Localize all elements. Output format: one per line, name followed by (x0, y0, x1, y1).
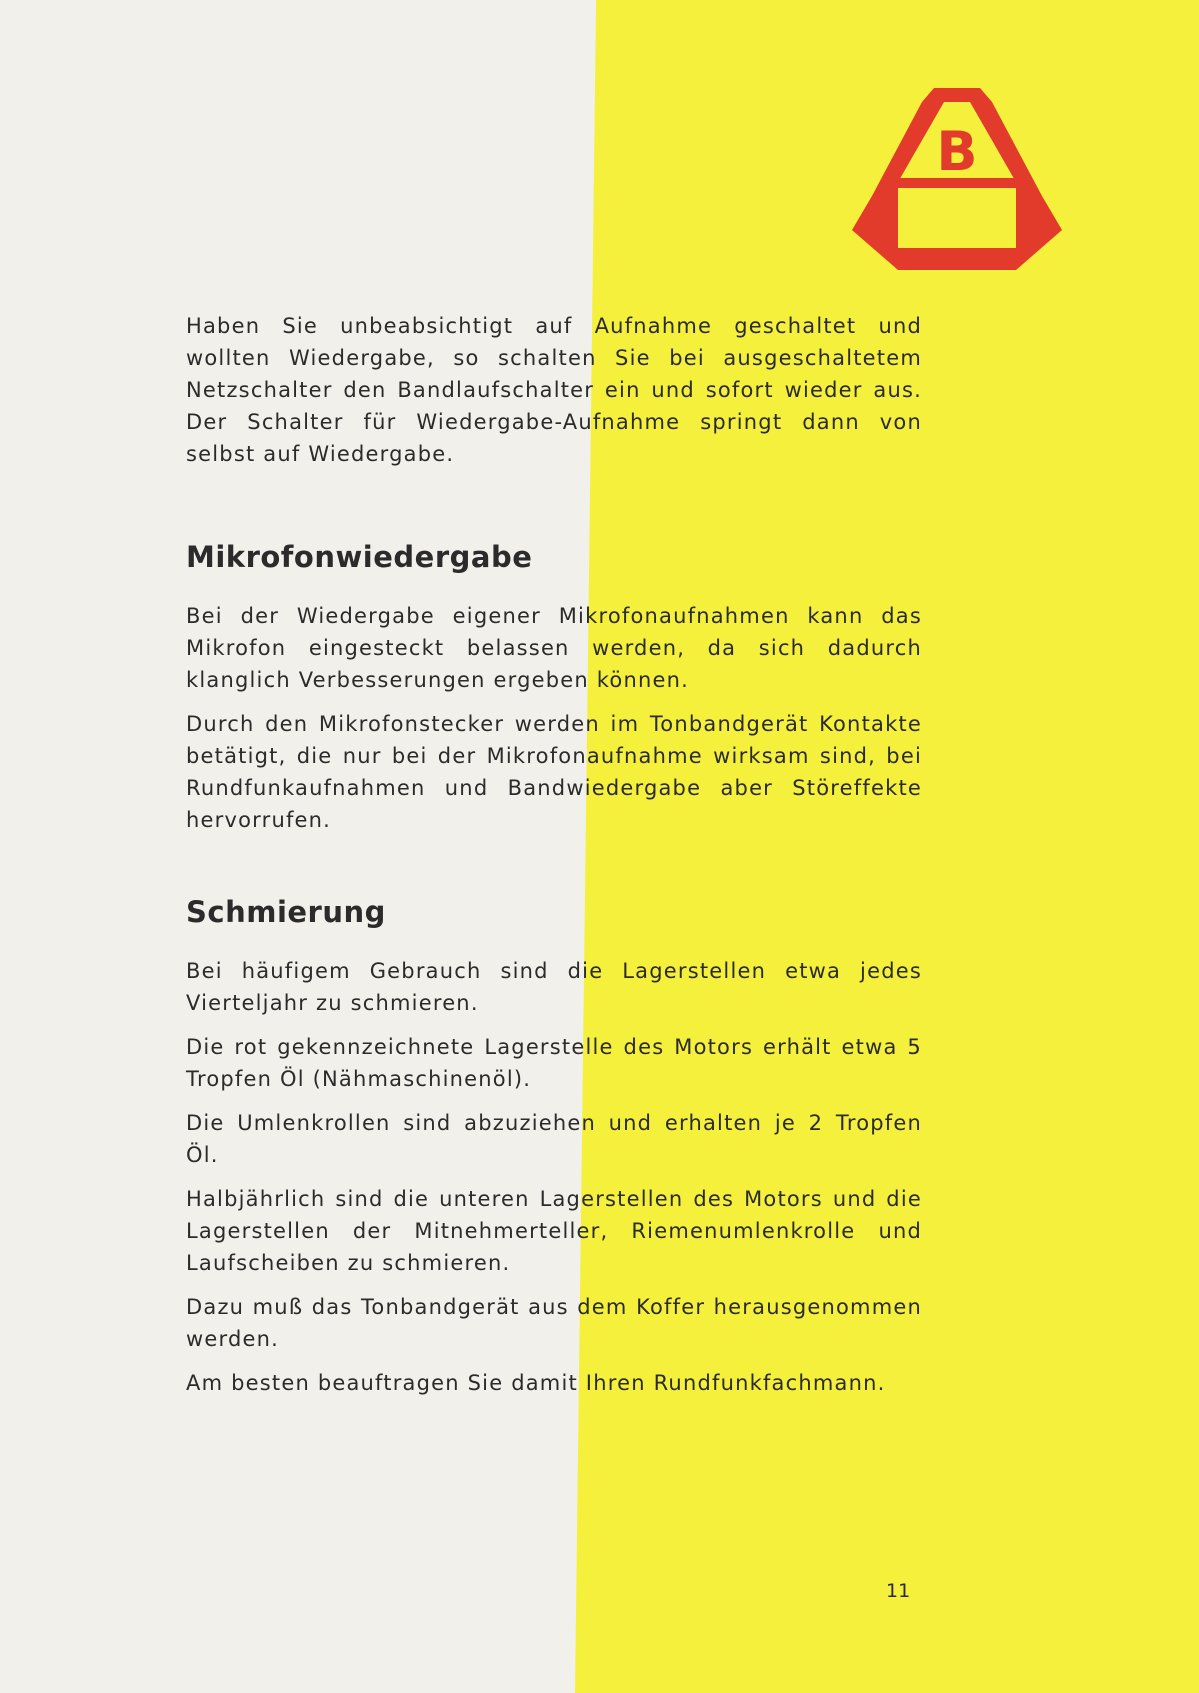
paragraph: Halbjährlich sind die unteren Lagerstellen des Motors und die Lagerstellen der Mitnehmerteller, Riemenumlenkrolle und Laufscheiben zu schmieren. (186, 1187, 922, 1275)
logo-letter-b: B (936, 120, 978, 183)
paragraph: Die rot gekennzeichnete Lagerstelle des Motors erhält etwa 5 Tropfen Öl (Nähmaschinenöl). (186, 1035, 922, 1091)
section-heading-schmierung: Schmierung (186, 895, 386, 929)
bw-logo-icon (852, 88, 1062, 270)
intro-paragraph: Haben Sie unbeabsichtigt auf Aufnahme geschaltet und wollten Wiedergabe, so schalten Sie bei ausgeschaltetem Netzschalter den Bandlaufschalter ein und sofort wieder aus. Der Schalter für Wiedergabe-Aufnahme springt dann von selbst auf Wiedergabe. (186, 314, 922, 466)
paragraph: Bei der Wiedergabe eigener Mikrofonaufnahmen kann das Mikrofon eingesteckt belassen werden, da sich dadurch klanglich Verbesserungen ergeben können. (186, 604, 922, 692)
section-schmierung-body (186, 955, 922, 1411)
intro-block (186, 310, 922, 482)
section-heading-mikrofonwiedergabe: Mikrofonwiedergabe (186, 540, 533, 574)
paragraph: Bei häufigem Gebrauch sind die Lagerstellen etwa jedes Vierteljahr zu schmieren. (186, 959, 922, 1015)
section-mikrofonwiedergabe-body (186, 600, 922, 848)
paragraph: Am besten beauftragen Sie damit Ihren Rundfunkfachmann. (186, 1371, 886, 1395)
page-number: 11 (886, 1580, 911, 1602)
paragraph: Die Umlenkrollen sind abzuziehen und erhalten je 2 Tropfen Öl. (186, 1111, 922, 1167)
paragraph: Durch den Mikrofonstecker werden im Tonbandgerät Kontakte betätigt, die nur bei der Mikrofonaufnahme wirksam sind, bei Rundfunkaufnahmen und Bandwiedergabe aber Störeffekte hervorrufen. (186, 712, 922, 832)
logo-letter-w: W (925, 184, 989, 252)
paragraph: Dazu muß das Tonbandgerät aus dem Koffer herausgenommen werden. (186, 1295, 922, 1351)
